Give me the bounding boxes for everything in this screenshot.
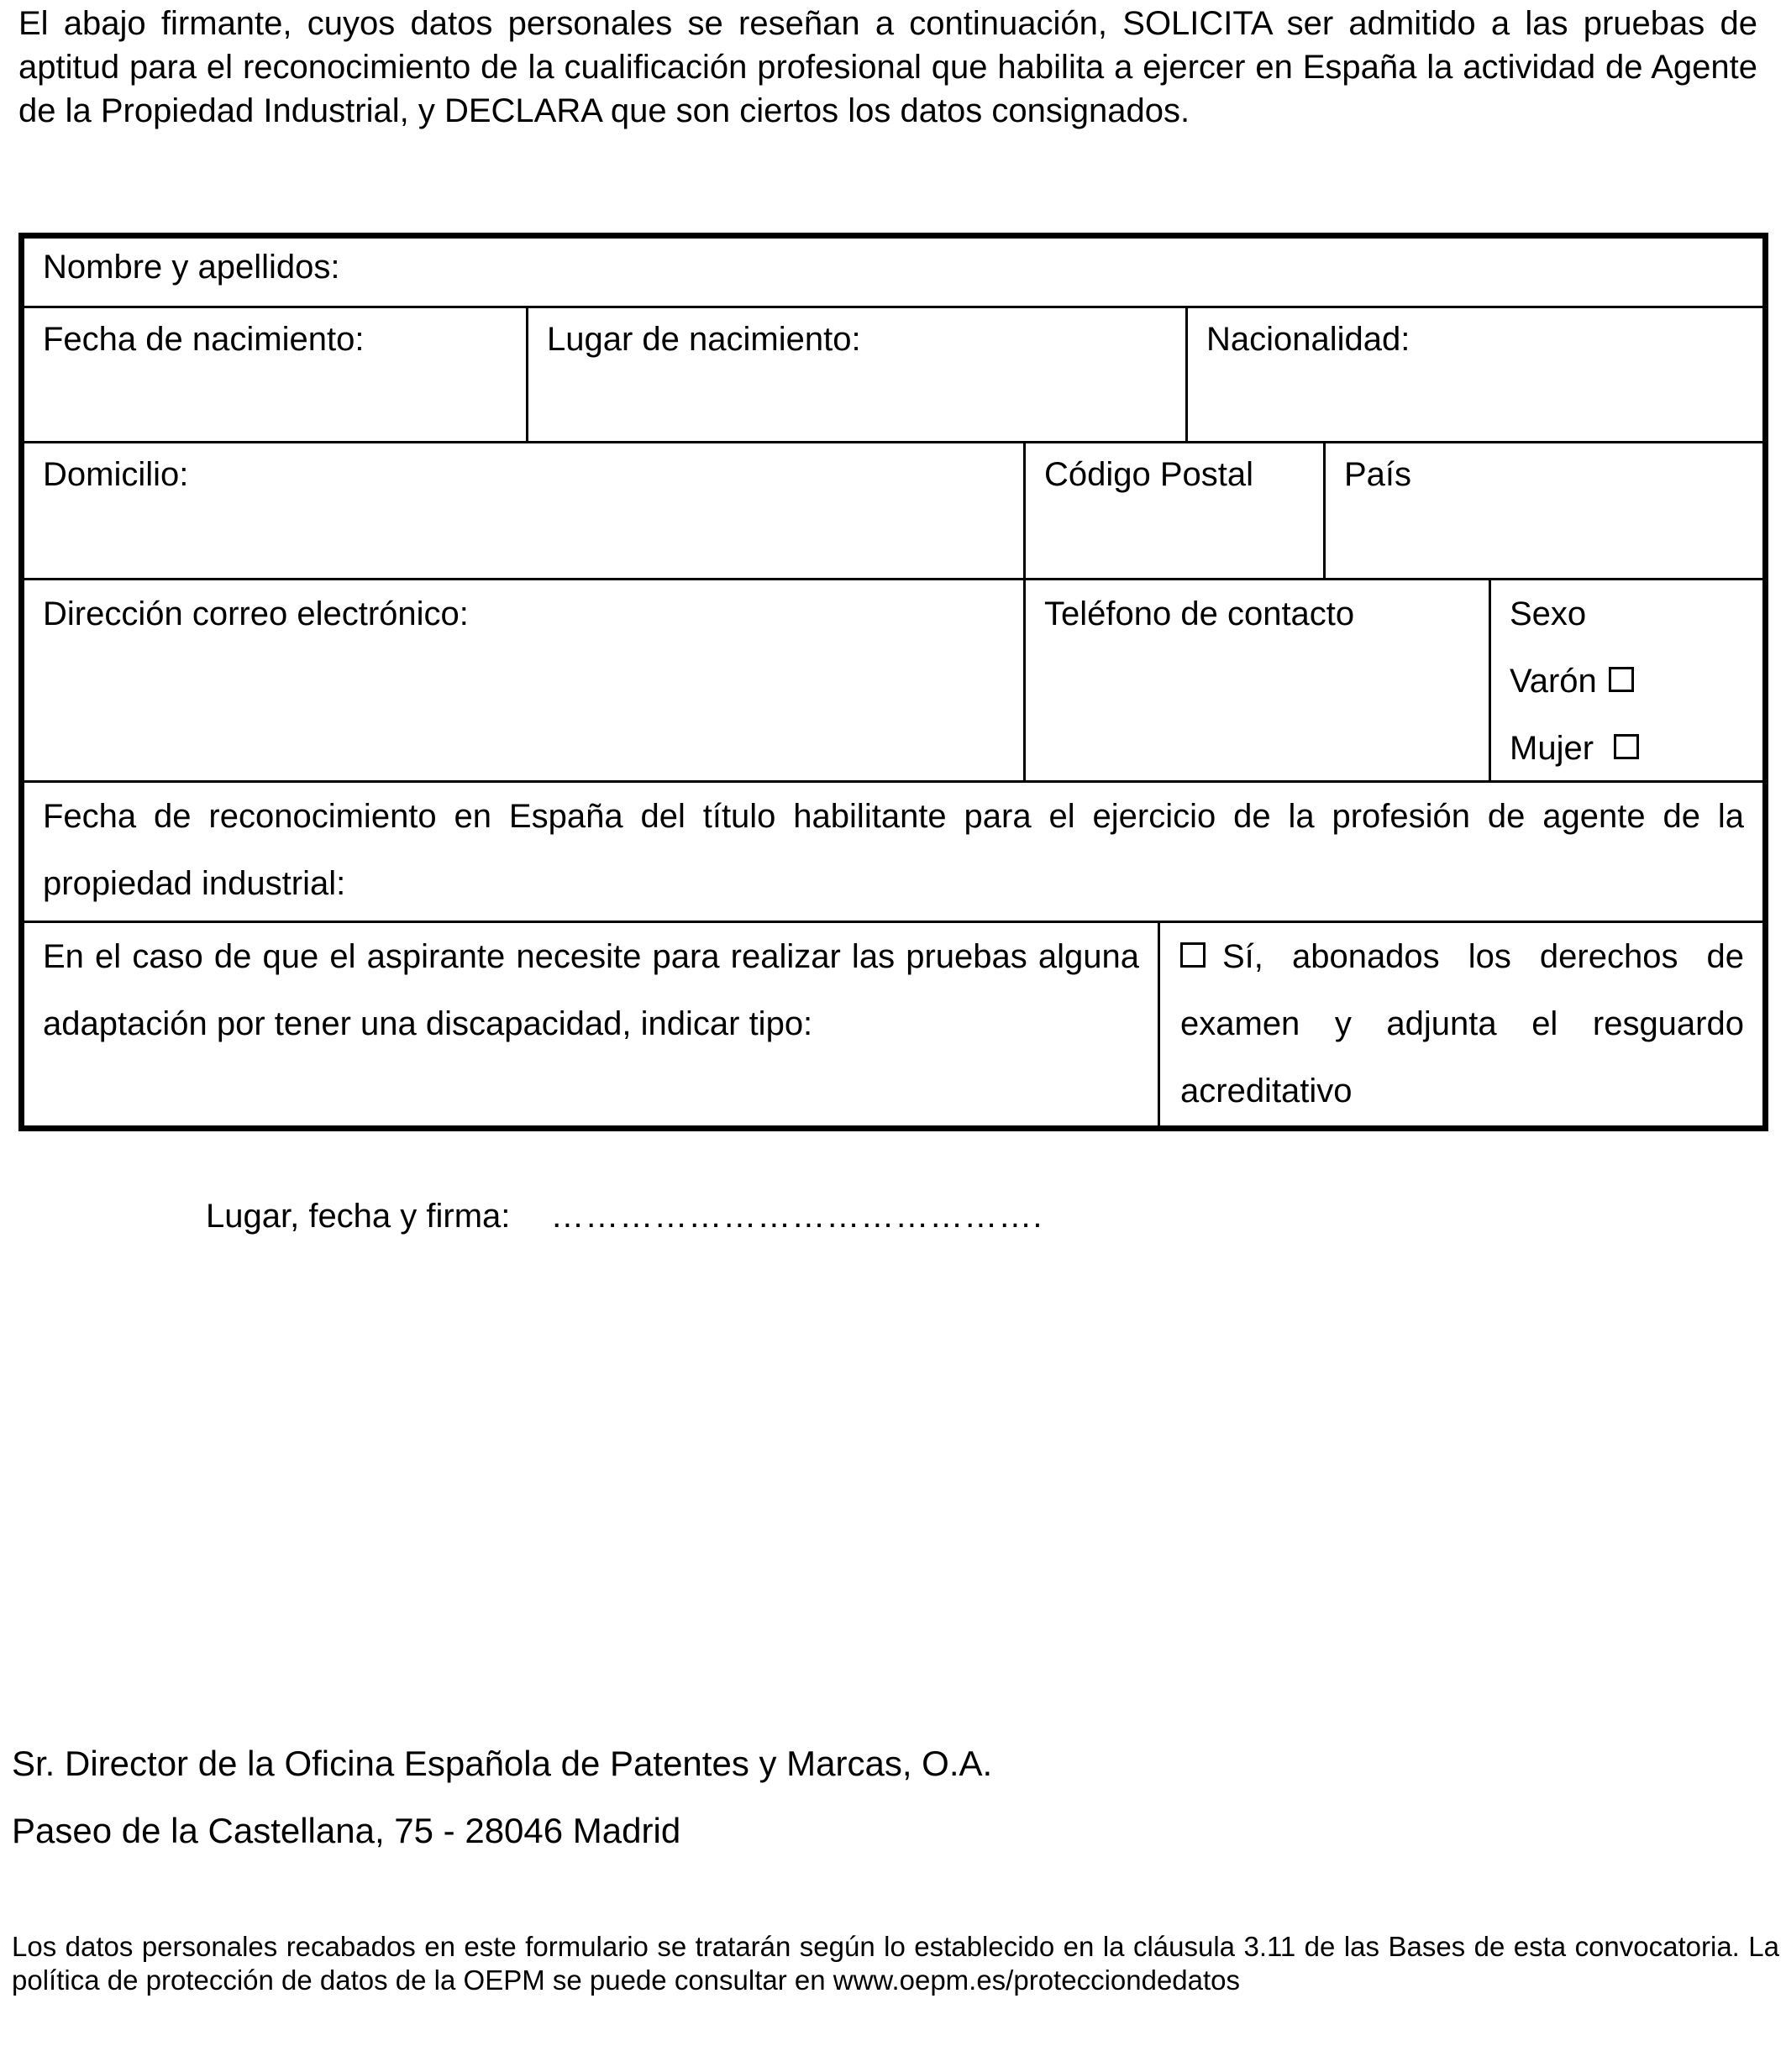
sexo-label: Sexo [1510,595,1587,632]
varon-checkbox[interactable] [1609,667,1634,692]
privacy-footnote: Los datos personales recabados en este formulario se tratarán según lo establecido en la cláusula 3.11 de las Bases de esta convocatoria. La política de protección de datos de la OEPM se puede consultar en www.oepm.es/protecciondedatos [12,1931,1779,1996]
address-line-2: Paseo de la Castellana, 75 - 28046 Madrid [12,1811,681,1850]
nombre-label: Nombre y apellidos: [43,249,340,286]
fecha-reconocimiento-field[interactable] [24,783,1762,921]
pais-field[interactable] [1326,443,1762,578]
derechos-checkbox[interactable] [1180,942,1206,968]
recipient-address [12,1730,992,1865]
pais-label: País [1344,456,1412,493]
derechos-field[interactable] [1160,923,1762,1125]
varon-option[interactable] [1510,648,1744,715]
lugar-nacimiento-field[interactable] [528,308,1185,441]
derechos-label: Sí, abonados los derechos de examen y adjunta el resguardo acreditativo [1180,938,1744,1109]
fecha-reconocimiento-label: Fecha de reconocimiento en España del título habilitante para el ejercicio de la profesión de agente de la propiedad industrial: [43,798,1744,902]
discapacidad-label: En el caso de que el aspirante necesite para realizar las pruebas alguna adaptación por tener una discapacidad, indicar tipo: [43,938,1139,1042]
varon-label: Varón [1510,663,1597,700]
email-field[interactable] [24,580,1023,780]
signature-line [206,1193,1043,1240]
nacionalidad-field[interactable] [1188,308,1762,441]
lugar-nacimiento-label: Lugar de nacimiento: [547,321,861,358]
address-line-1: Sr. Director de la Oficina Española de Patentes y Marcas, O.A. [12,1744,993,1783]
nacionalidad-label: Nacionalidad: [1206,321,1410,358]
firma-dots[interactable]: ……………………………………. [550,1198,1043,1235]
fecha-nacimiento-field[interactable] [24,308,526,441]
domicilio-field[interactable] [24,443,1023,578]
mujer-option[interactable] [1510,715,1744,782]
domicilio-label: Domicilio: [43,456,189,493]
codigo-postal-field[interactable] [1026,443,1323,578]
sexo-field [1491,580,1762,780]
codigo-postal-label: Código Postal [1044,456,1254,493]
telefono-label: Teléfono de contacto [1044,595,1355,632]
firma-label: Lugar, fecha y firma: [206,1198,511,1235]
intro-paragraph: El abajo firmante, cuyos datos personales se reseñan a continuación, SOLICITA ser admitido a las pruebas de aptitud para el reconocimiento de la cualificación profesional que habilita a ejercer en España la actividad de Agente de la Propiedad Industrial, y DECLARA que son ciertos los datos consignados. [18,5,1757,129]
fecha-nacimiento-label: Fecha de nacimiento: [43,321,365,358]
application-form [18,233,1768,1131]
mujer-label: Mujer [1510,730,1594,767]
discapacidad-field[interactable] [24,923,1158,1125]
mujer-checkbox[interactable] [1614,734,1639,759]
telefono-field[interactable] [1026,580,1489,780]
email-label: Dirección correo electrónico: [43,595,469,632]
nombre-field[interactable] [24,239,1762,306]
